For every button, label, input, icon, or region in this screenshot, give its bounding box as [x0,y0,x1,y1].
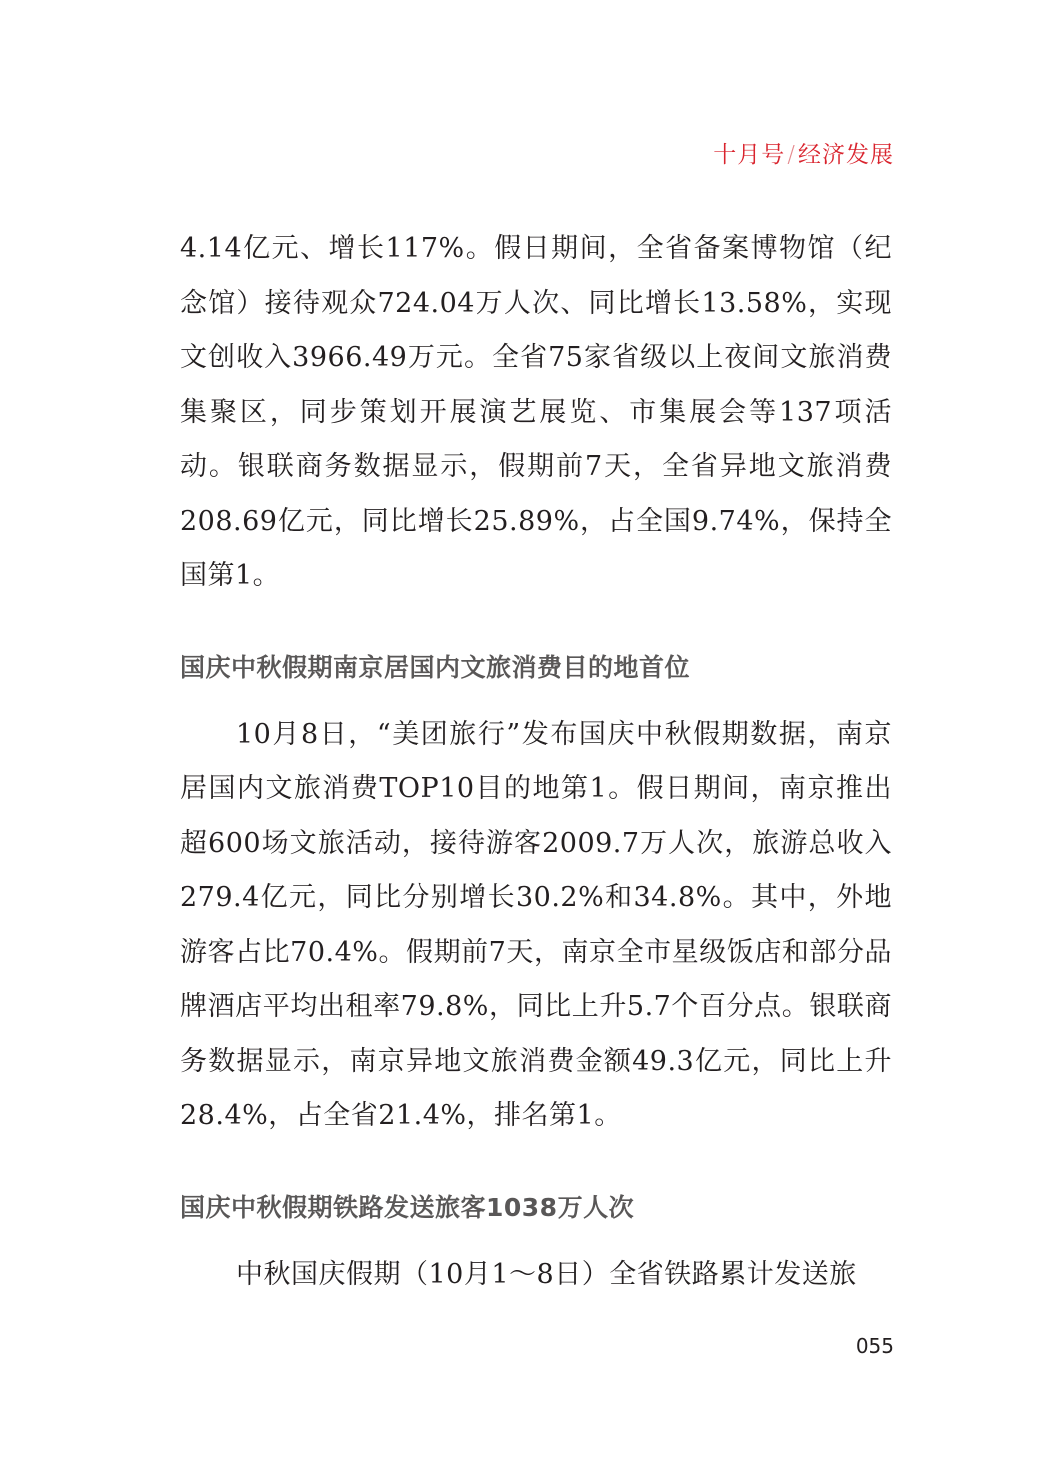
subheading-nanjing: 国庆中秋假期南京居国内文旅消费目的地首位 [180,652,691,682]
subheading-railway: 国庆中秋假期铁路发送旅客1038万人次 [180,1192,635,1222]
page-number: 055 [855,1334,894,1358]
article-body [180,222,892,1302]
issue-label: 十月号 [713,142,786,168]
spacer [180,1144,892,1190]
paragraph-railway: 中秋国庆假期（10月1～8日）全省铁路累计发送旅 [236,1258,857,1290]
paragraph-nanjing: 10月8日，“美团旅行”发布国庆中秋假期数据，南京居国内文旅消费TOP10目的地第1。假日期间，南京推出超600场文旅活动，接待游客2009.7万人次，旅游总收入279.4亿元，同比分别增长30.2%和34.8%。其中，外地游客占比70.4%。假期前7天，南京全市星级饭店和部分品牌酒店平均出租率79.8%，同比上升5.7个百分点。银联商务数据显示，南京异地文旅消费金额49.3亿元，同比上升28.4%，占全省21.4%，排名第1。 [180,718,892,1131]
spacer [180,686,892,708]
spacer [180,1226,892,1248]
paragraph-continued: 4.14亿元、增长117%。假日期间，全省备案博物馆（纪念馆）接待观众724.04万人次、同比增长13.58%，实现文创收入3966.49万元。全省75家省级以上夜间文旅消费集聚区，同步策划开展演艺展览、市集展会等137项活动。银联商务数据显示，假期前7天，全省异地文旅消费208.69亿元，同比增长25.89%，占全国9.74%，保持全国第1。 [180,233,892,591]
header-separator: / [787,142,796,168]
running-header [713,136,894,169]
spacer [180,604,892,650]
section-label: 经济发展 [798,142,894,168]
